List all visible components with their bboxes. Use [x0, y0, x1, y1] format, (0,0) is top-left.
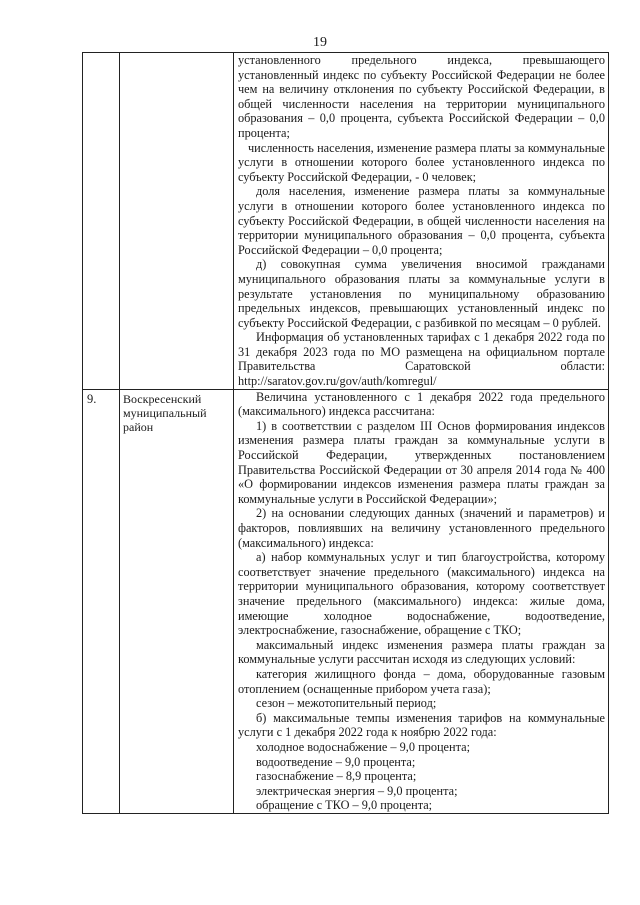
paragraph: газоснабжение – 8,9 процента;: [256, 769, 417, 784]
paragraph: 1) в соответствии с разделом III Основ формирования индексов изменения размера платы граждан за коммунальные услуги в Российской Федерации, утвержденных постановлением Правительства Российской Федерации от 30 апреля 2014 года № 400 «О формировании индексов изменения размера платы граждан за коммунальные услуги в Российской Федерации»;: [238, 418, 605, 506]
table-row: [83, 389, 609, 813]
paragraph: Величина установленного с 1 декабря 2022 года предельного (максимального) индекса рассчитана:: [238, 389, 605, 419]
description-cell: [234, 389, 609, 813]
paragraph: установленного предельного индекса, превышающего установленный индекс по субъекту Российской Федерации не более чем на величину отклонения по субъекту Российской Федерации, в общей численности населения на территории муниципального образования – 0,0 процента, субъекта Российской Федерации – 0,0 процента;: [238, 53, 605, 140]
paragraph: электрическая энергия – 9,0 процента;: [256, 783, 458, 798]
municipality-name: [120, 53, 234, 390]
page-number: 19: [313, 35, 327, 50]
table-row: [83, 53, 609, 390]
description-cell: [234, 53, 609, 390]
paragraph: обращение с ТКО – 9,0 процента;: [256, 798, 433, 813]
paragraph: численность населения, изменение размера платы за коммунальные услуги в отношении которого более установленного индекса по субъекту Российской Федерации, - 0 человек;: [238, 140, 605, 184]
paragraph: сезон – межотопительный период;: [256, 696, 437, 711]
paragraph: 2) на основании следующих данных (значений и параметров) и факторов, повлиявших на величину установленного предельного (максимального) индекса:: [238, 506, 605, 550]
paragraph: доля населения, изменение размера платы за коммунальные услуги в отношении которого более установленного индекса по субъекту Российской Федерации, в общей численности населения на территории муниципального образования – 0,0 процента, субъекта Российской Федерации – 0,0 процента;: [238, 184, 605, 257]
municipality-name: Воскресенский муниципальный район: [120, 389, 234, 813]
paragraph: водоотведение – 9,0 процента;: [256, 754, 416, 769]
paragraph: категория жилищного фонда – дома, оборудованные газовым отоплением (оснащенные прибором учета газа);: [238, 666, 605, 696]
paragraph: а) набор коммунальных услуг и тип благоустройства, которому соответствует значение предельного (максимального) индекса на территории муниципального образования, которому соответствует значение предельного (максимального) индекса: жилые дома, имеющие холодное водоснабжение, водоотведение, электроснабжение, газоснабжение, обращение с ТКО;: [238, 550, 605, 638]
paragraph: б) максимальные темпы изменения тарифов на коммунальные услуги с 1 декабря 2022 года к ноябрю 2022 года:: [238, 710, 605, 740]
row-number: 9.: [83, 389, 120, 813]
paragraph: максимальный индекс изменения размера платы граждан за коммунальные услуги рассчитан исходя из следующих условий:: [238, 637, 605, 667]
paragraph: холодное водоснабжение – 9,0 процента;: [256, 739, 470, 754]
paragraph: д) совокупная сумма увеличения вносимой гражданами муниципального образования платы за коммунальные услуги в результате установления по муниципальному образованию предельных индексов, превышающих установленный индекс по субъекту Российской Федерации, с разбивкой по месяцам – 0 рублей.: [238, 257, 605, 330]
document-table: [82, 52, 609, 814]
paragraph: Информация об установленных тарифах с 1 декабря 2022 года по 31 декабря 2023 года по МО размещена на официальном портале Правительства Саратовской области: http://saratov.gov.ru/gov/auth/komregul/: [238, 330, 605, 389]
row-number: [83, 53, 120, 390]
